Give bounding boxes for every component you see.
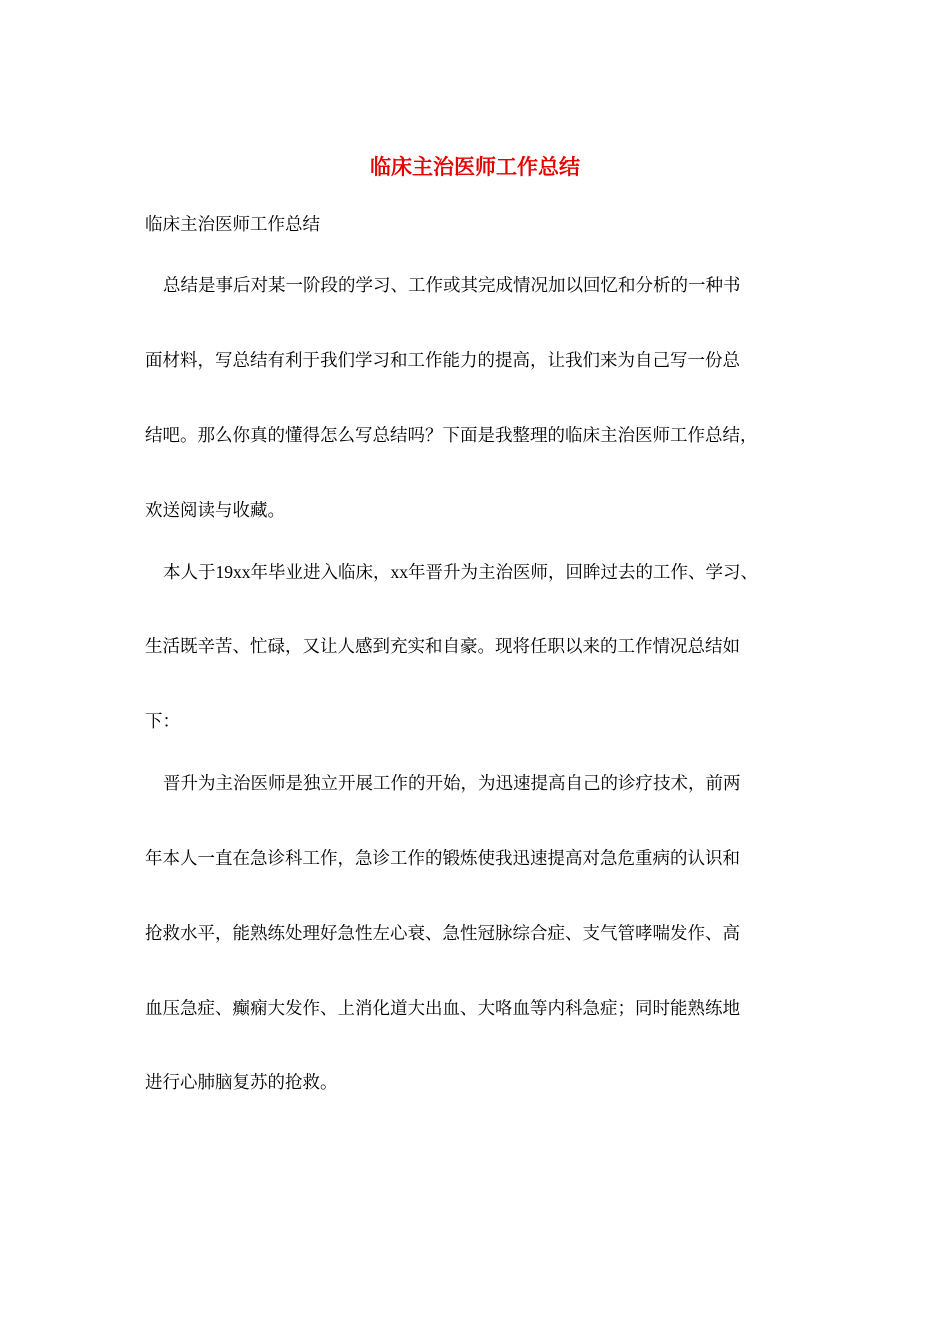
paragraph-2-xx: xx [390, 562, 408, 582]
paragraph-3-line-2: 年本人一直在急诊科工作，急诊工作的锻炼使我迅速提高对急危重病的认识和 [145, 849, 740, 869]
paragraph-1-line-3: 结吧。那么你真的懂得怎么写总结吗？下面是我整理的临床主治医师工作总结， [145, 426, 758, 446]
paragraph-2-line-2: 生活既辛苦、忙碌，又让人感到充实和自豪。现将任职以来的工作情况总结如 [145, 637, 740, 657]
paragraph-2-line-1 [163, 557, 758, 588]
paragraph-2-year: 19xx [215, 562, 251, 582]
paragraph-1-line-1: 总结是事后对某一阶段的学习、工作或其完成情况加以回忆和分析的一种书 [163, 276, 741, 296]
document-title: 临床主治医师工作总结 [370, 155, 580, 179]
paragraph-2-text-b: 年毕业进入临床， [250, 563, 391, 583]
paragraph-3-line-3: 抢救水平，能熟练处理好急性左心衰、急性冠脉综合症、支气管哮喘发作、高 [145, 924, 740, 944]
paragraph-3-line-5: 进行心肺脑复苏的抢救。 [145, 1073, 338, 1093]
paragraph-3-line-1: 晋升为主治医师是独立开展工作的开始，为迅速提高自己的诊疗技术，前两 [163, 774, 741, 794]
paragraph-3-line-4: 血压急症、癫痫大发作、上消化道大出血、大咯血等内科急症；同时能熟练地 [145, 999, 740, 1019]
paragraph-2-line-3: 下： [145, 712, 180, 732]
paragraph-1-line-2: 面材料，写总结有利于我们学习和工作能力的提高，让我们来为自己写一份总 [145, 351, 740, 371]
paragraph-1-line-4: 欢送阅读与收藏。 [145, 501, 285, 521]
paragraph-2-text-c: 年晋升为主治医师，回眸过去的工作、学习、 [408, 563, 758, 583]
document-subtitle: 临床主治医师工作总结 [145, 215, 320, 235]
paragraph-2-text-a: 本人于 [163, 563, 216, 583]
